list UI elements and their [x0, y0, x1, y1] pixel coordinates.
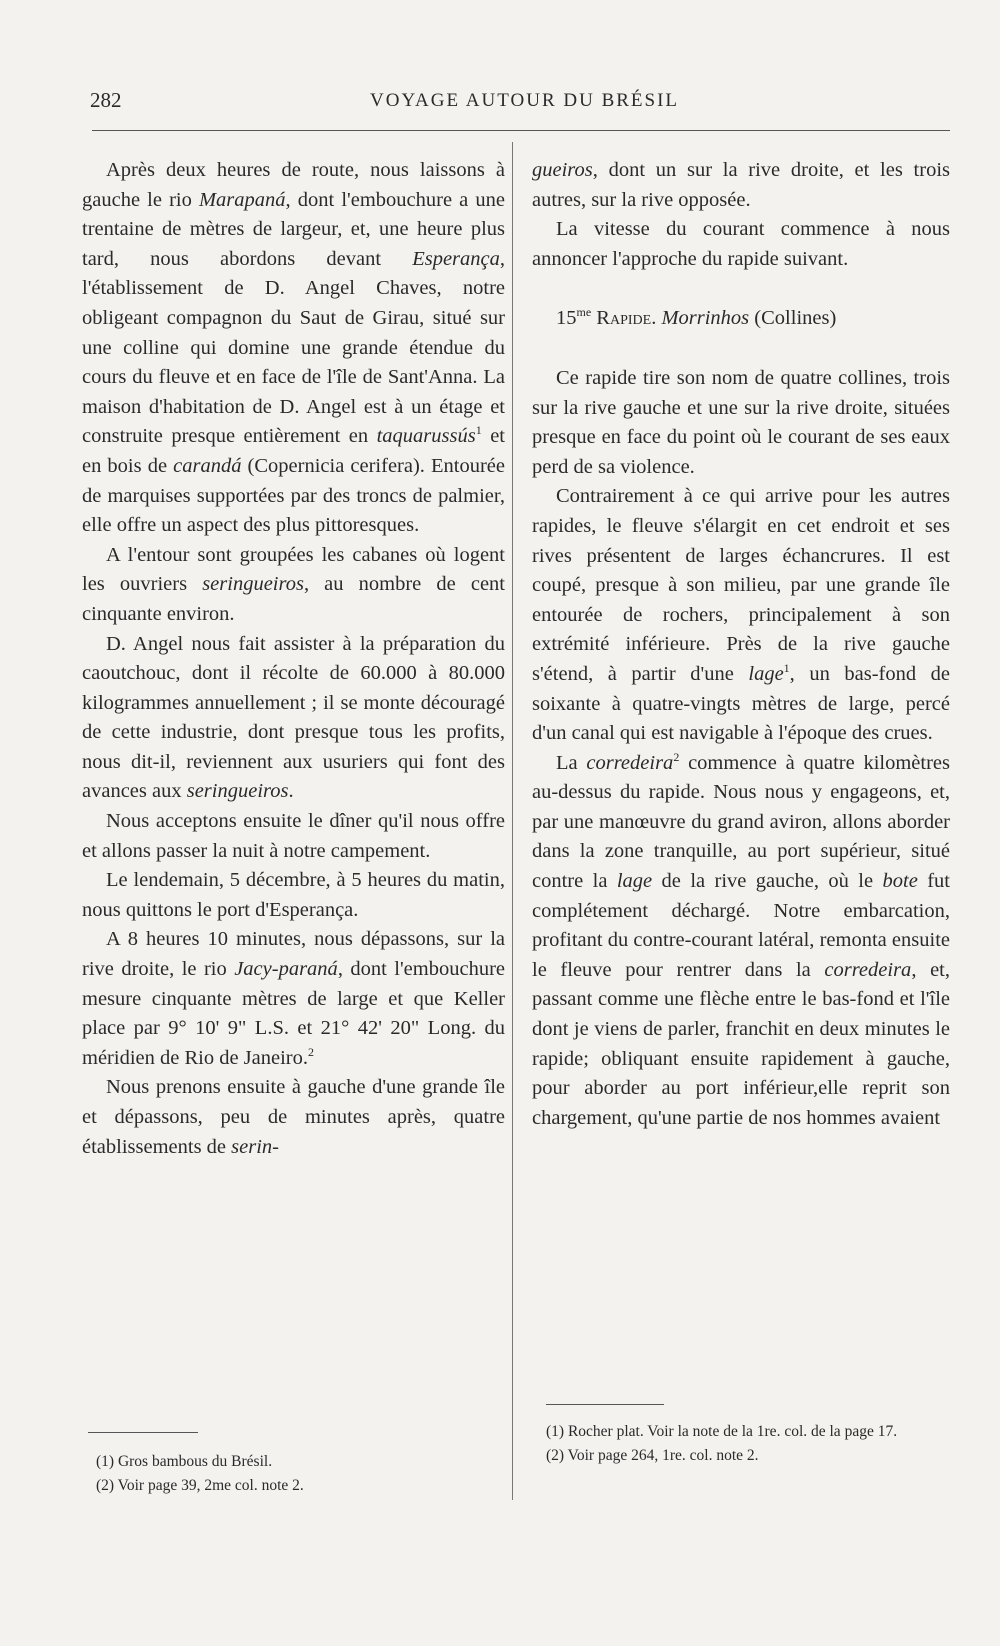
paragraph: Ce rapide tire son nom de quatre collines, trois sur la rive gauche et une sur la rive droite, situées presque en face du point où le courant de ses eaux perd de sa violence.	[532, 366, 950, 478]
paragraph: D. Angel nous fait assister à la préparation du caoutchouc, dont il récolte de 60.000 à 80.000 kilogrammes annuellement ; il se monte découragé de cette industrie, dont presque tous les profits, nous dit-il, reviennent aux usuriers qui font des avances aux seringueiros.	[82, 632, 505, 803]
paragraph: Nous acceptons ensuite le dîner qu'il nous offre et allons passer la nuit à notre campement.	[82, 810, 505, 862]
footnote-ref: 2	[673, 749, 680, 764]
footnote: (2) Voir page 264, 1re. col. note 2.	[546, 1447, 759, 1464]
column-divider	[512, 142, 513, 1500]
paragraph: Après deux heures de route, nous laissons à gauche le rio Marapaná, dont l'embouchure a une trentaine de mètres de largeur, et, une heure plus tard, nous abordons devant Esperança, l'établissement de D. Angel Chaves, notre obligeant compagnon du Saut de Girau, situé sur une colline qui domine une grande étendue du cours du fleuve et en face de l'île de Sant'Anna. La maison d'habitation de D. Angel est à un étage et construite presque entièrement en taquarussús$^1$ et en bois de carandá (Copernicia cerifera). Entourée de marquises supportées par des troncs de palmier, elle offre un aspect des plus pittoresques.	[82, 159, 506, 537]
page-number: 282	[90, 88, 122, 112]
paragraph: Le lendemain, 5 décembre, à 5 heures du matin, nous quittons le port d'Esperança.	[82, 869, 505, 921]
running-title: VOYAGE AUTOUR DU BRÉSIL	[370, 90, 680, 111]
footnote: (1) Gros bambous du Brésil.	[96, 1453, 273, 1470]
footnotes-left	[96, 1450, 504, 1498]
header-rule	[92, 130, 950, 131]
footnote-ref: 2	[308, 1044, 315, 1059]
paragraph: La vitesse du courant commence à nous annoncer l'approche du rapide suivant.	[532, 218, 950, 270]
section-heading: $15^{me}$ Rapide. Morrinhos (Collines)	[556, 305, 837, 330]
paragraph: A 8 heures 10 minutes, nous dépassons, sur la rive droite, le rio Jacy-paraná, dont l'embouchure mesure cinquante mètres de large et que Keller place par 9° 10' 9" L.S. et 21° 42' 20" Long. du méridien de Rio de Janeiro.$^2$	[82, 928, 505, 1069]
paragraph: Contrairement à ce qui arrive pour les autres rapides, le fleuve s'élargit en cet endroit et ses rives présentent de larges échancrures. Il est coupé, presque à son milieu, par une grande île entourée de rochers, principalement à son extrémité inférieure. Près de la rive gauche s'étend, à partir d'une lage$^1$, un bas-fond de soixante à quatre-vingts mètres de large, percé d'un canal qui est navigable à l'époque des crues.	[532, 485, 950, 745]
footnote: (1) Rocher plat. Voir la note de la 1re. col. de la page 17.	[546, 1423, 898, 1440]
paragraph: Nous prenons ensuite à gauche d'une grande île et dépassons, peu de minutes après, quatre établissements de serin-	[82, 1076, 505, 1158]
footnote-rule	[546, 1404, 664, 1405]
paragraph: gueiros, dont un sur la rive droite, et les trois autres, sur la rive opposée.	[532, 159, 950, 211]
paragraph: La corredeira$^2$ commence à quatre kilomètres au-dessus du rapide. Nous nous y engageons, et, par une manœuvre du grand aviron, allons aborder dans la zone tranquille, au port supérieur, situé contre la lage de la rive gauche, où le bote fut complétement déchargé. Notre embarcation, profitant du contre-courant latéral, remonta ensuite le fleuve pour rentrer dans la corredeira, et, passant comme une flèche entre le bas-fond et l'île dont je viens de parler, franchit en deux minutes le rapide; obliquant ensuite rapidement à gauche, pour aborder au port inférieur,elle reprit son chargement, qu'une partie de nos hommes avaient	[532, 749, 951, 1129]
left-column	[82, 156, 505, 1162]
footnotes-right	[546, 1420, 950, 1468]
paragraph: A l'entour sont groupées les cabanes où logent les ouvriers seringueiros, au nombre de cent cinquante environ.	[82, 543, 505, 625]
footnote-rule	[88, 1432, 198, 1433]
footnote: (2) Voir page 39, 2me col. note 2.	[96, 1477, 304, 1494]
footnote-ref: 1	[475, 423, 482, 438]
running-head	[0, 88, 1000, 120]
right-column	[532, 156, 950, 1133]
footnote-ref: 1	[783, 661, 790, 676]
